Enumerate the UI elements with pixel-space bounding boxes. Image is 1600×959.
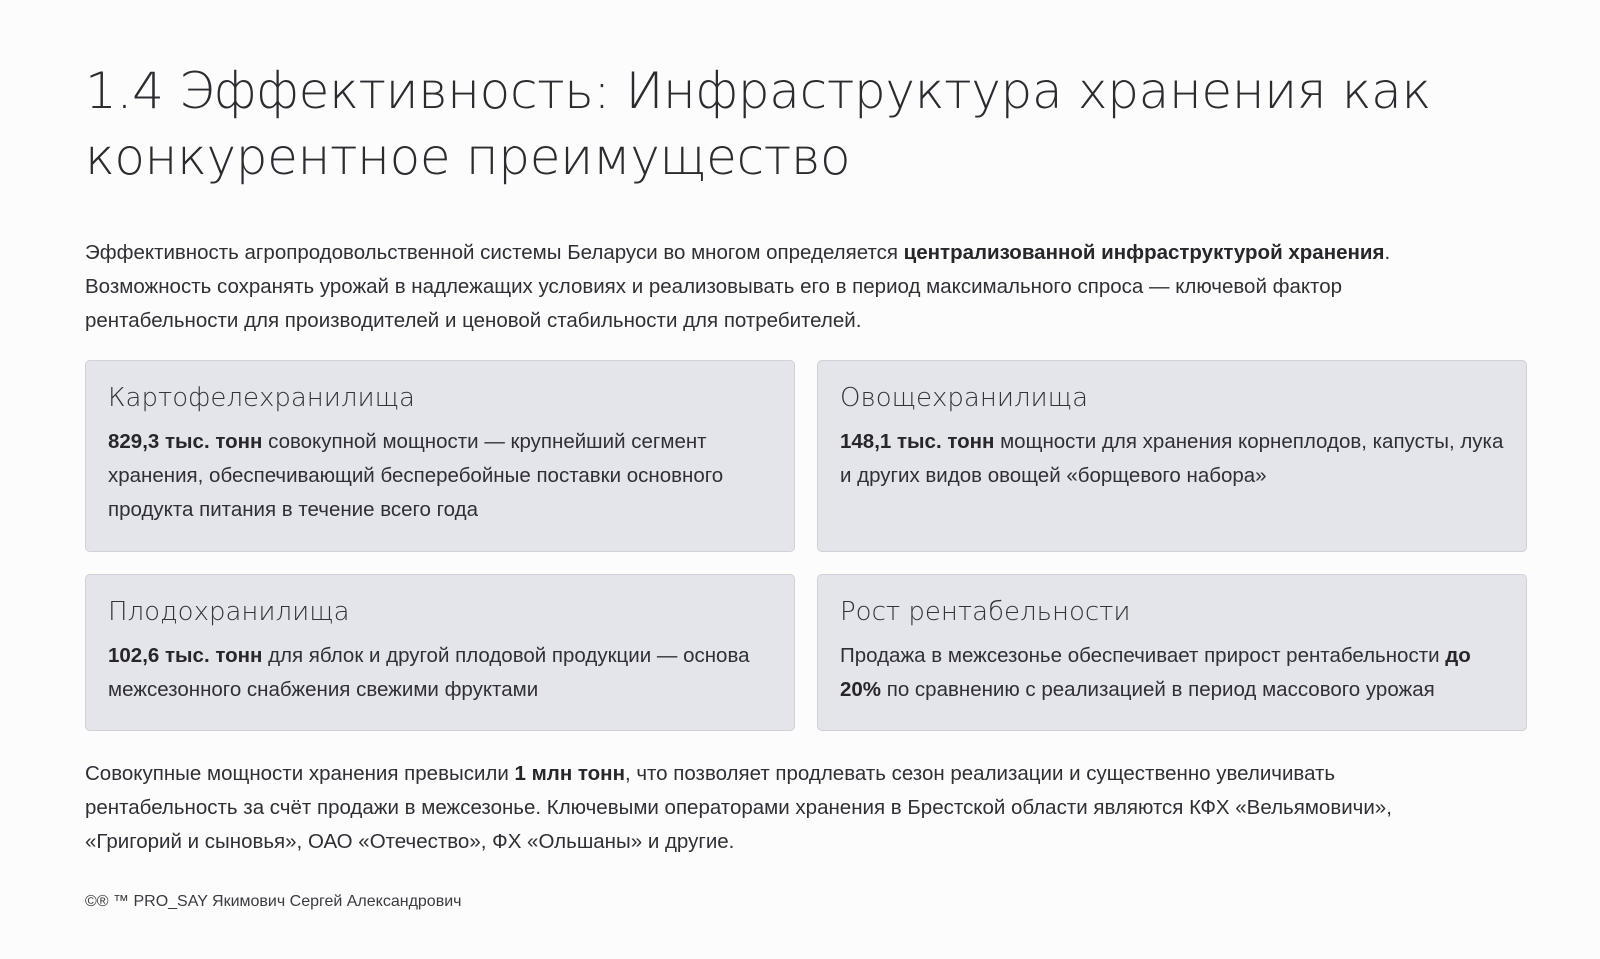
card-vegetable-storage — [817, 360, 1527, 552]
card-title: Рост рентабельности — [840, 597, 1131, 627]
card-text — [108, 639, 773, 707]
card-highlight: 148,1 тыс. тонн — [840, 430, 995, 453]
card-text — [840, 425, 1505, 493]
card-highlight: 829,3 тыс. тонн — [108, 430, 263, 453]
card-text — [108, 425, 773, 527]
card-body: по сравнению с реализацией в период массового урожая — [881, 678, 1435, 701]
card-body-start: Продажа в межсезонье обеспечивает прирост рентабельности — [840, 644, 1446, 667]
card-profitability-growth — [817, 574, 1527, 731]
card-text — [840, 639, 1505, 707]
card-title: Овощехранилища — [840, 383, 1089, 413]
intro-text-start: Эффективность агропродовольственной системы Беларуси во многом определяется — [85, 241, 904, 264]
storage-cards-grid — [85, 360, 1504, 731]
card-fruit-storage — [85, 574, 795, 731]
intro-text-end: . Возможность сохранять урожай в надлежащих условиях и реализовывать его в период максимального спроса — ключевой фактор рентабельности для производителей и ценовой стабильности для потребителей. — [85, 241, 1391, 332]
intro-paragraph — [85, 236, 1485, 338]
copyright-footer: ©® ™ PRO_SAY Якимович Сергей Александрович — [85, 893, 462, 910]
intro-highlight: централизованной инфраструктурой хранения — [903, 241, 1385, 264]
summary-paragraph — [85, 757, 1485, 859]
page-title: 1.4 Эффективность: Инфраструктура хранения как конкурентное преимущество — [85, 62, 1431, 186]
card-highlight: 102,6 тыс. тонн — [108, 644, 263, 667]
summary-text-end: , что позволяет продлевать сезон реализации и существенно увеличивать рентабельность за счёт продажи в межсезонье. Ключевыми операторами хранения в Брестской области являются КФХ «Вельямовичи», «Григорий и сыновья», ОАО «Отечество», ФХ «Ольшаны» и другие. — [85, 762, 1392, 853]
card-highlight: до 20% — [840, 644, 1471, 701]
card-body: для яблок и другой плодовой продукции — основа межсезонного снабжения свежими фруктами — [108, 644, 750, 701]
card-potato-storage — [85, 360, 795, 552]
card-title: Картофелехранилища — [108, 383, 415, 413]
card-body: мощности для хранения корнеплодов, капусты, лука и других видов овощей «борщевого набора» — [840, 430, 1504, 487]
card-body: совокупной мощности — крупнейший сегмент хранения, обеспечивающий бесперебойные поставки основного продукта питания в течение всего года — [108, 430, 724, 521]
card-title: Плодохранилища — [108, 597, 350, 627]
summary-text-start: Совокупные мощности хранения превысили — [85, 762, 515, 785]
summary-highlight: 1 млн тонн — [514, 762, 625, 785]
